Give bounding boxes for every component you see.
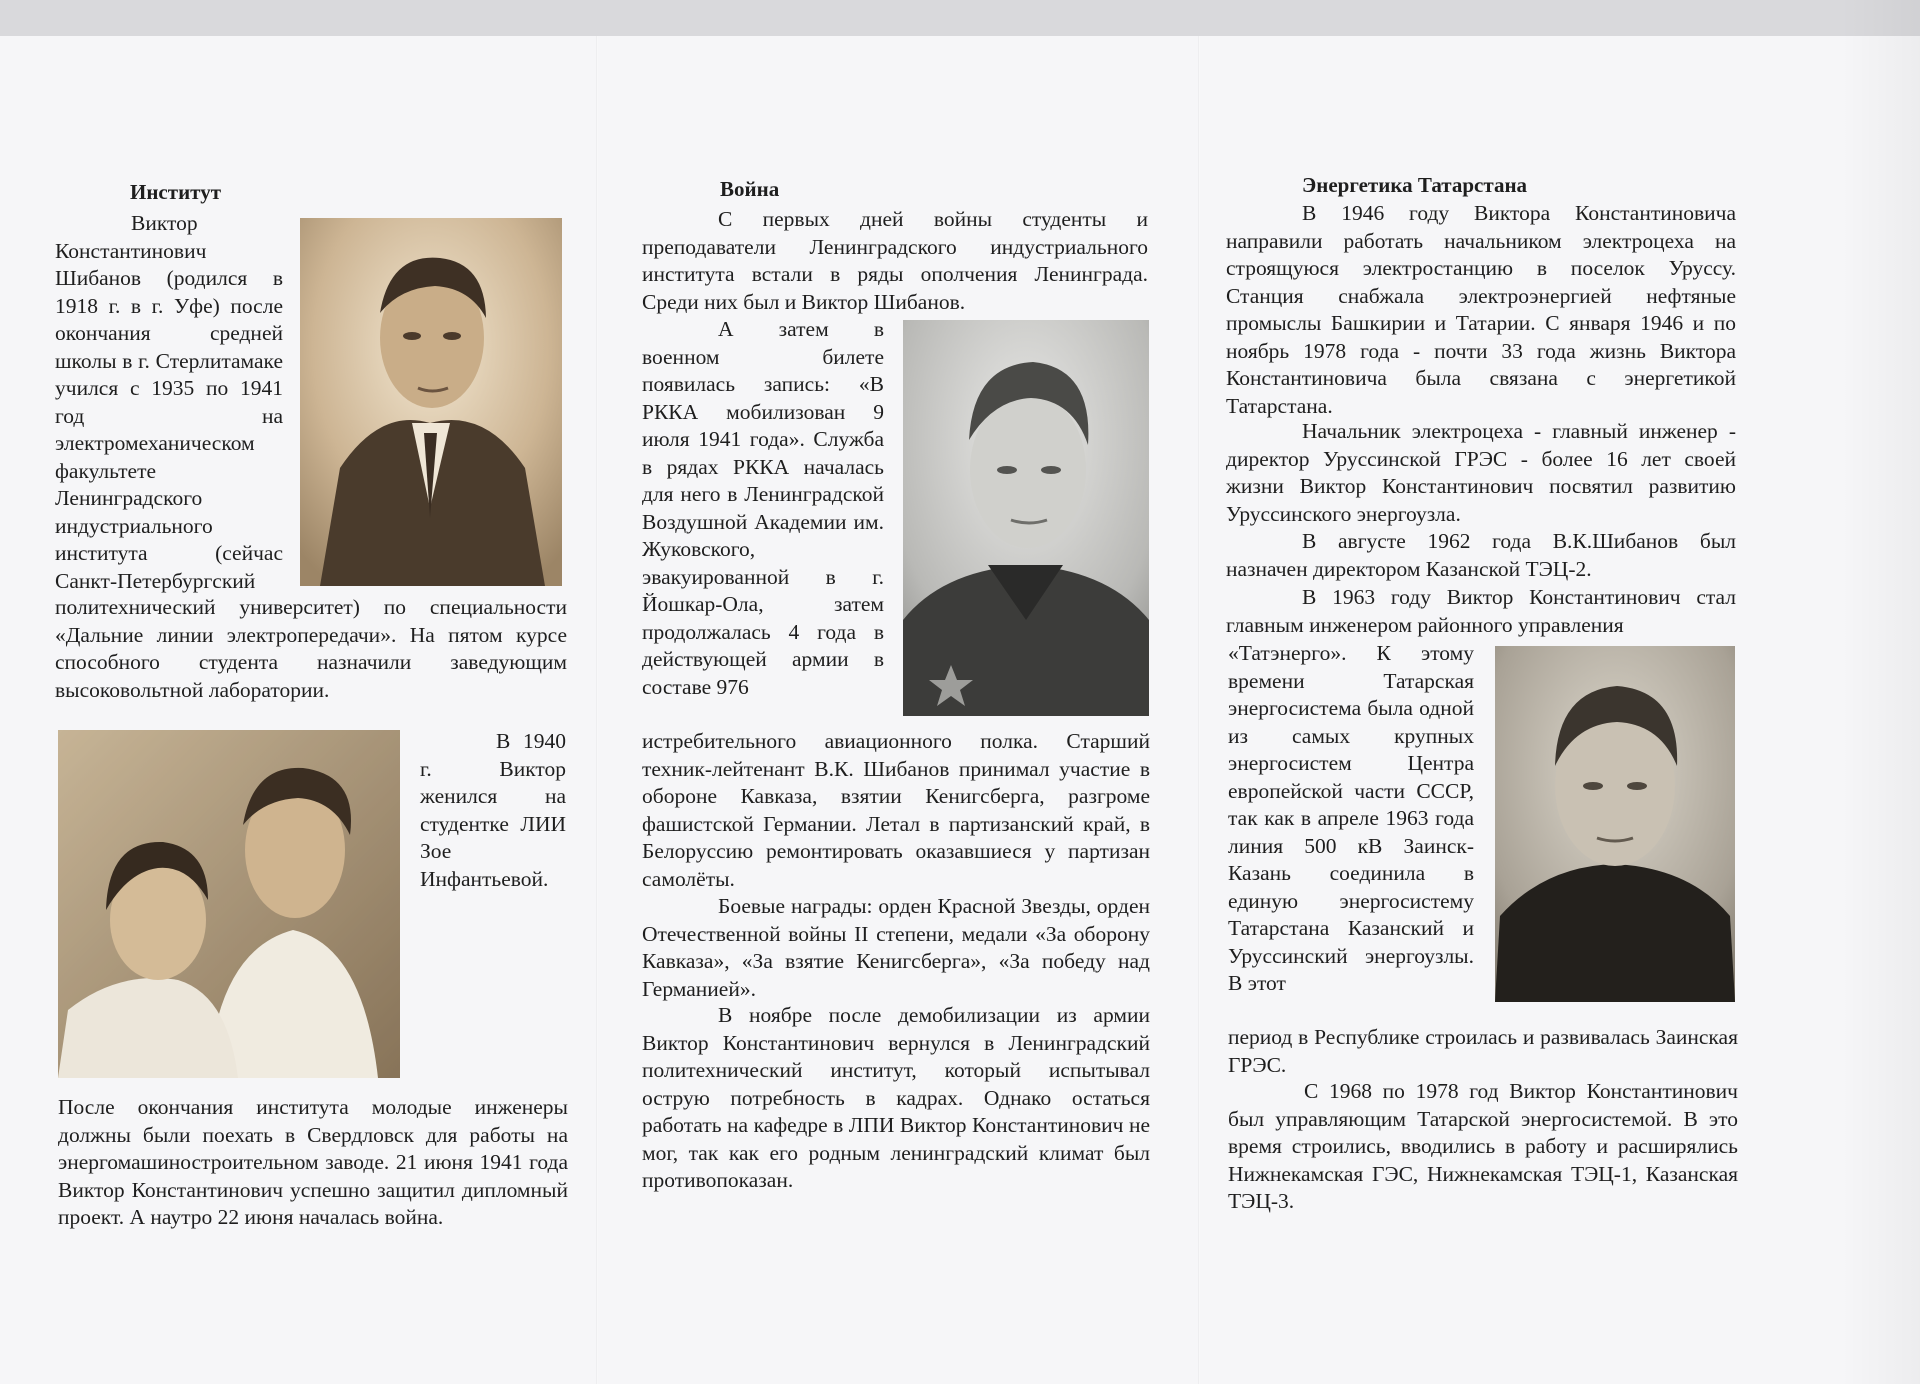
section-heading-institute: Институт [130, 180, 222, 204]
war-paragraph-3: Боевые награды: орден Красной Звезды, орден Отечественной войны II степени, медали «За оборону Кавказа», «За взятие Кенигсберга», «За победу над Германией». [642, 894, 1150, 1001]
uniform-portrait-photo [903, 320, 1149, 716]
institute-paragraph-1-continued: политехнический университет) по специальности «Дальние линии электропередачи». На пятом курсе способного студента назначили заведующим высоковольтной лаборатории. [55, 595, 567, 702]
war-paragraph-1: С первых дней войны студенты и преподаватели Ленинградского индустриального института встали в ряды ополчения Ленинграда. Среди них был и Виктор Шибанов. [642, 207, 1148, 314]
energy-paragraph-5: С 1968 по 1978 год Виктор Константинович был управляющим Татарской энергосистемой. В это время строились, вводились в работу и расширялись Нижнекамская ГЭС, Нижнекамская ТЭЦ-1, Казанская ТЭЦ-3. [1228, 1079, 1738, 1213]
fold-line [1198, 36, 1200, 1384]
portrait-young-photo [300, 218, 562, 586]
section-heading-energy: Энергетика Татарстана [1302, 173, 1528, 197]
war-paragraph-2-wrapped: А затем в военном билете появилась запись: «В РККА мобилизован 9 июля 1941 года». Служба в рядах РККА началась для него в Ленинградской Воздушной Академии им. Жуковского, эвакуированной в г. Йошкар-Ола, затем продолжалась 4 года в действующей армии в составе 976 [642, 317, 884, 699]
scan-shadow [1840, 0, 1920, 1384]
institute-paragraph-3: После окончания института молодые инженеры должны были поехать в Свердловск для работы на энергомашиностроительном заводе. 21 июня 1941 года Виктор Константинович успешно защитил дипломный проект. А наутро 22 июня началась война. [58, 1095, 568, 1229]
institute-paragraph-2: В 1940 г. Виктор женился на студентке ЛИИ Зое Инфантьевой. [420, 729, 566, 891]
energy-paragraph-3: В августе 1962 года В.К.Шибанов был назначен директором Казанской ТЭЦ-2. [1226, 529, 1736, 581]
energy-paragraph-4: В 1963 году Виктор Константинович стал главным инженером районного управления [1226, 585, 1736, 637]
couple-photo [58, 730, 400, 1078]
energy-paragraph-2: Начальник электроцеха - главный инженер - директор Уруссинской ГРЭС - более 16 лет своей жизни Виктор Константинович посвятил развитию Уруссинского энергоузла. [1226, 419, 1736, 526]
section-heading-war: Война [720, 177, 780, 201]
war-paragraph-2-continued: истребительного авиационного полка. Старший техник-лейтенант В.К. Шибанов принимал участие в обороне Кавказа, взятии Кенигсберга, разгроме фашистской Германии. Летал в партизанский край, в Белоруссию ремонтировать оказавшиеся у партизан самолёты. [642, 729, 1150, 891]
fold-line [596, 36, 598, 1384]
institute-paragraph-1-wrapped: Виктор Константинович Шибанов (родился в 1918 г. в г. Уфе) после окончания средней школы в г. Стерлитамаке учился с 1935 по 1941 год на электромеханическом факультете Ленинградского индустриального института (сейчас Санкт-Петербургский [55, 211, 283, 593]
war-paragraph-4: В ноябре после демобилизации из армии Виктор Константинович вернулся в Ленинградский политехнический институт, который испытывал острую потребность в кадрах. Однако остаться работать на кафедре в ЛПИ Виктор Константинович не мог, так как его родным ленинградский климат был противопоказан. [642, 1003, 1150, 1192]
energy-paragraph-1: В 1946 году Виктора Константиновича направили работать начальником электроцеха на строящуюся электростанцию в поселок Уруссу. Станция снабжала электроэнергией нефтяные промыслы Башкирии и Татарии. С января 1946 и по ноябрь 1978 года - почти 33 года жизнь Виктора Константиновича была связана с энергетикой Татарстана. [1226, 201, 1736, 418]
mature-portrait-photo [1495, 646, 1735, 1002]
energy-paragraph-4-wrapped: «Татэнерго». К этому времени Татарская энергосистема была одной из самых крупных энергосистем Центра европейской части СССР, так как в апреле 1963 года линия 500 кВ Заинск-Казань соединила в единую энергосистему Татарстана Казанский и Уруссинский энергоузлы. В этот [1228, 641, 1474, 995]
energy-paragraph-4-continued: период в Республике строилась и развивалась Заинская ГРЭС. [1228, 1025, 1738, 1077]
